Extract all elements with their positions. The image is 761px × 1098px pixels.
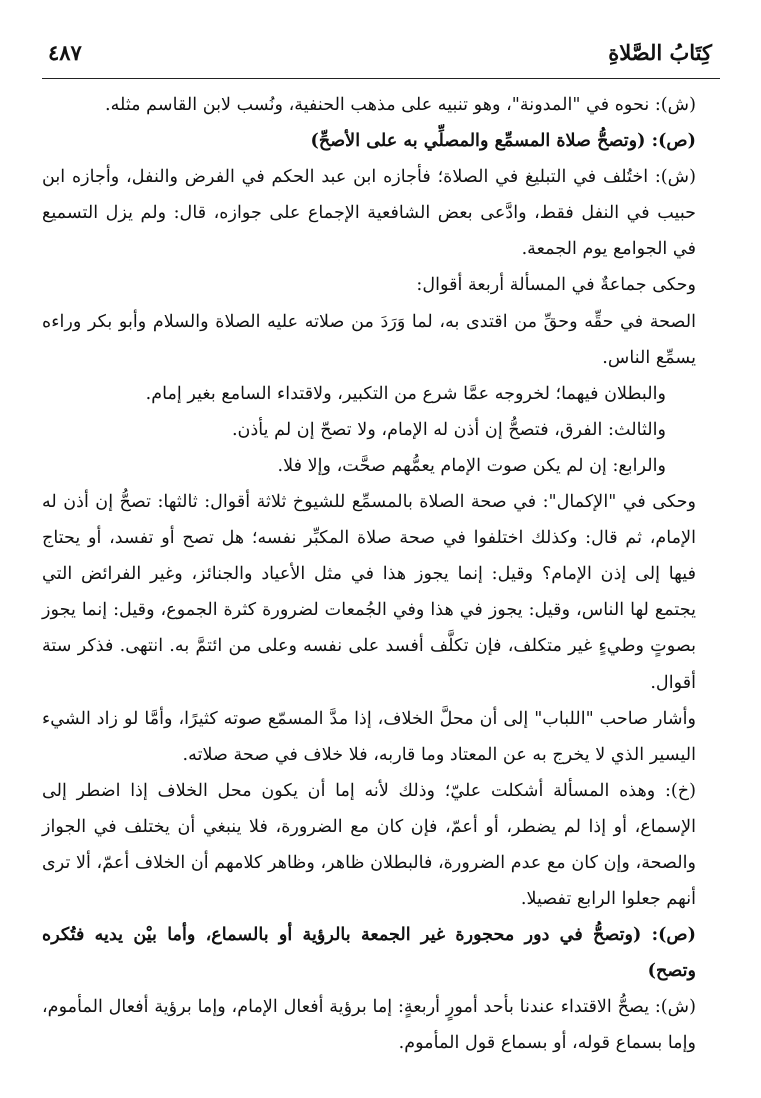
paragraph: الصحة في حقِّه وحقِّ من اقتدى به، لما وَرَدَ من صلاته عليه الصلاة والسلام وأبو بكر وراءه يسمِّع الناس. (42, 311, 696, 368)
paragraph: وحكى جماعةٌ في المسألة أربعة أقوال: (416, 275, 696, 296)
paragraph: والرابع: إن لم يكن صوت الإمام يعمُّهم صحَّت، وإلا فلا. (277, 455, 666, 476)
paragraph: (ش): نحوه في "المدونة"، وهو تنبيه على مذهب الحنفية، ونُسب لابن القاسم مثله. (104, 95, 696, 115)
running-title: كِتَابُ الصَّلاةِ (608, 40, 712, 65)
paragraph: والبطلان فيهما؛ لخروجه عمَّا شرع من التكبير، ولاقتداء السامع بغير إمام. (145, 383, 666, 404)
page-header (42, 30, 720, 79)
book-page (42, 30, 720, 1070)
paragraph: (ش): اختُلف في التبليغ في الصلاة؛ فأجازه ابن عبد الحكم في الفرض والنفل، وأجازه ابن حبيب في النفل فقط، وادَّعى بعض الشافعية الإجماع على جوازه، قال: ولم يزل التسميع في الجوامع يوم الجمعة. (42, 167, 696, 260)
paragraph: وحكى في "الإكمال": في صحة الصلاة بالمسمِّع للشيوخ ثلاثة أقوال: ثالثها: تصحُّ إن أذن له الإمام، ثم قال: وكذلك اختلفوا في صحة صلاة المكبِّر نفسه؛ هل تصح أو تفسد، أو يحتاج فيها إلى إذن الإمام؟ وقيل: إنما يجوز هذا في مثل الأعياد والجنائز، وغير الفرائض التي يجتمع لها الناس، وقيل: يجوز في هذا وفي الجُمعات لضرورة كثرة الجموع، وقيل: إنما يجوز بصوتٍ وطيءٍ غير متكلف، فإن تكلَّف أفسد على نفسه وعلى من ائتمَّ به. انتهى. فذكر ستة أقوال. (42, 492, 696, 693)
page-number: ٤٨٧ (48, 40, 82, 65)
paragraph-matn: (ص): (وتصحُّ في دور محجورة غير الجمعة بالرؤية أو بالسماع، وأما بيْن يديه فتُكره وتصح) (42, 924, 696, 982)
paragraph: (خ): وهذه المسألة أشكلت عليّ؛ وذلك لأنه إما أن يكون محل الخلاف إذا اضطر إلى الإسماع، أو إذا لم يضطر، أو أعمّ، فإن كان مع الضرورة، فلا ينبغي أن يختلف في الجواز والصحة، وإن كان مع عدم الضرورة، فالبطلان ظاهر، وظاهر كلامهم أن الخلاف أعمّ، ألا ترى أنهم جعلوا الرابع تفصيلا. (42, 780, 696, 910)
paragraph: وأشار صاحب "اللباب" إلى أن محلَّ الخلاف، إذا مدَّ المسمّع صوته كثيرًا، وأمَّا لو زاد الشيء اليسير الذي لا يخرج به عن المعتاد وما قاربه، فلا خلاف في صحة صلاته. (42, 708, 696, 765)
paragraph: (ش): يصحُّ الاقتداء عندنا بأحد أمورٍ أربعةٍ: إما برؤية أفعال الإمام، وإما برؤية أفعال المأموم، وإما بسماع قوله، أو بسماع قول المأموم. (42, 997, 696, 1054)
paragraph-matn: (ص): (وتصحُّ صلاة المسمِّع والمصلِّي به على الأصحِّ) (310, 130, 696, 152)
paragraph: والثالث: الفرق، فتصحُّ إن أذن له الإمام، ولا تصحّ إن لم يأذن. (231, 419, 666, 440)
page-body (42, 79, 720, 1062)
